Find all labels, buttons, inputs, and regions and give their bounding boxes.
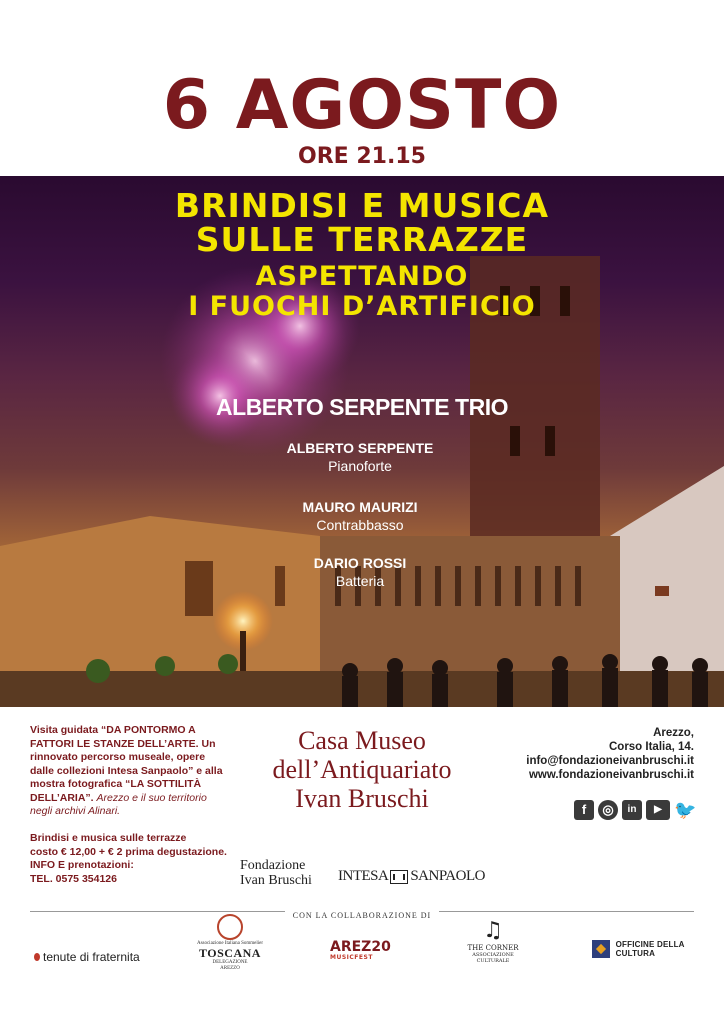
intesa-sanpaolo-logo (338, 868, 485, 885)
band-name: ALBERTO SERPENTE TRIO (216, 394, 508, 420)
ais-city: AREZZO (220, 966, 240, 971)
member-name: DARIO ROSSI (313, 555, 407, 571)
facebook-icon[interactable]: f (574, 800, 594, 820)
member-role: Pianoforte (328, 458, 392, 474)
officine-cultura-logo (592, 940, 724, 958)
tenute-text: tenute di fraternita (43, 950, 140, 964)
address: Corso Italia, 14. (608, 741, 694, 753)
ais-delegation: DELEGAZIONE (212, 960, 248, 965)
collaboration-label (0, 905, 724, 923)
fondazione-logo-line: Fondazione (240, 858, 306, 873)
headline-line-2: SULLE TERRAZZE (195, 220, 529, 259)
museum-name-line: dell’Antiquariato (272, 755, 452, 784)
phone-number: TEL. 0575 354126 (30, 872, 117, 885)
instagram-icon[interactable]: ◎ (598, 800, 618, 820)
arez20-title: AREZ20 (330, 939, 391, 955)
intesa-text: INTESA (338, 868, 389, 884)
linkedin-icon[interactable]: in (622, 800, 642, 820)
contact-block (464, 726, 694, 782)
sanpaolo-text: SANPAOLO (410, 868, 485, 884)
twitter-icon[interactable]: 🐦 (674, 800, 697, 820)
ais-seal-icon (217, 914, 243, 940)
ais-small-text: Associazione Italiana Sommelier (196, 941, 264, 946)
member-role: Contrabbasso (316, 517, 404, 533)
headline-line-1: BRINDISI E MUSICA (174, 186, 550, 225)
pricing-line: INFO E prenotazioni: (30, 859, 134, 871)
website-link[interactable]: www.fondazioneivanbruschi.it (528, 769, 694, 781)
intesa-mark-icon (390, 870, 408, 884)
headline-line-3: ASPETTANDO (255, 261, 469, 292)
social-icons (574, 800, 697, 820)
email-link[interactable]: info@fondazioneivanbruschi.it (526, 755, 694, 767)
museum-name (250, 726, 474, 813)
officine-text: OFFICINE DELLA CULTURA (615, 940, 685, 958)
jazz-trumpet-icon: ♫ (483, 918, 503, 943)
exhibition-subtitle: Arezzo e il suo territorio negli archivi Alinari. (30, 791, 207, 817)
event-date: 6 AGOSTO (162, 66, 562, 145)
pricing-line: Brindisi e musica sulle terrazze (30, 832, 187, 844)
headline-line-4: I FUOCHI D’ARTIFICIO (188, 291, 536, 322)
guided-visit-text (30, 724, 226, 819)
grape-icon (34, 953, 40, 961)
event-time: ORE 21.15 (298, 144, 426, 169)
pricing-line: costo € 12,00 + € 2 prima degustazione. (30, 845, 227, 858)
officine-square-icon (592, 940, 610, 958)
ais-toscana-logo (195, 914, 265, 972)
pricing-info (30, 832, 230, 886)
the-corner-title: THE CORNER (467, 944, 519, 952)
member-name: MAURO MAURIZI (302, 499, 418, 515)
collaboration-label-text: CON LA COLLABORAZIONE DI (285, 911, 439, 920)
fondazione-logo (240, 858, 312, 888)
fondazione-logo-line: Ivan Bruschi (240, 873, 312, 888)
arez20-subtitle: MUSICFEST (330, 954, 373, 961)
youtube-icon[interactable]: ▶ (646, 800, 670, 820)
member-role: Batteria (335, 573, 385, 589)
the-corner-logo (458, 918, 528, 964)
the-corner-subtitle: ASSOCIAZIONE CULTURALE (472, 952, 514, 964)
city: Arezzo, (653, 727, 694, 739)
guided-visit-title: Visita guidata “DA PONTORMO A FATTORI LE STANZE DELL’ARTE. Un rinnovato percorso museale, opere dalle collezioni Intesa Sanpaolo” e alla mostra fotografica “LA SOTTILITÀ DELL’ARIA”. (30, 724, 223, 804)
arez20-logo (330, 940, 391, 961)
tenute-fraternita-logo (34, 950, 140, 964)
member-name: ALBERTO SERPENTE (286, 440, 434, 456)
ais-region: TOSCANA (199, 946, 261, 960)
museum-name-line: Ivan Bruschi (295, 784, 429, 813)
museum-name-line: Casa Museo (298, 726, 426, 755)
